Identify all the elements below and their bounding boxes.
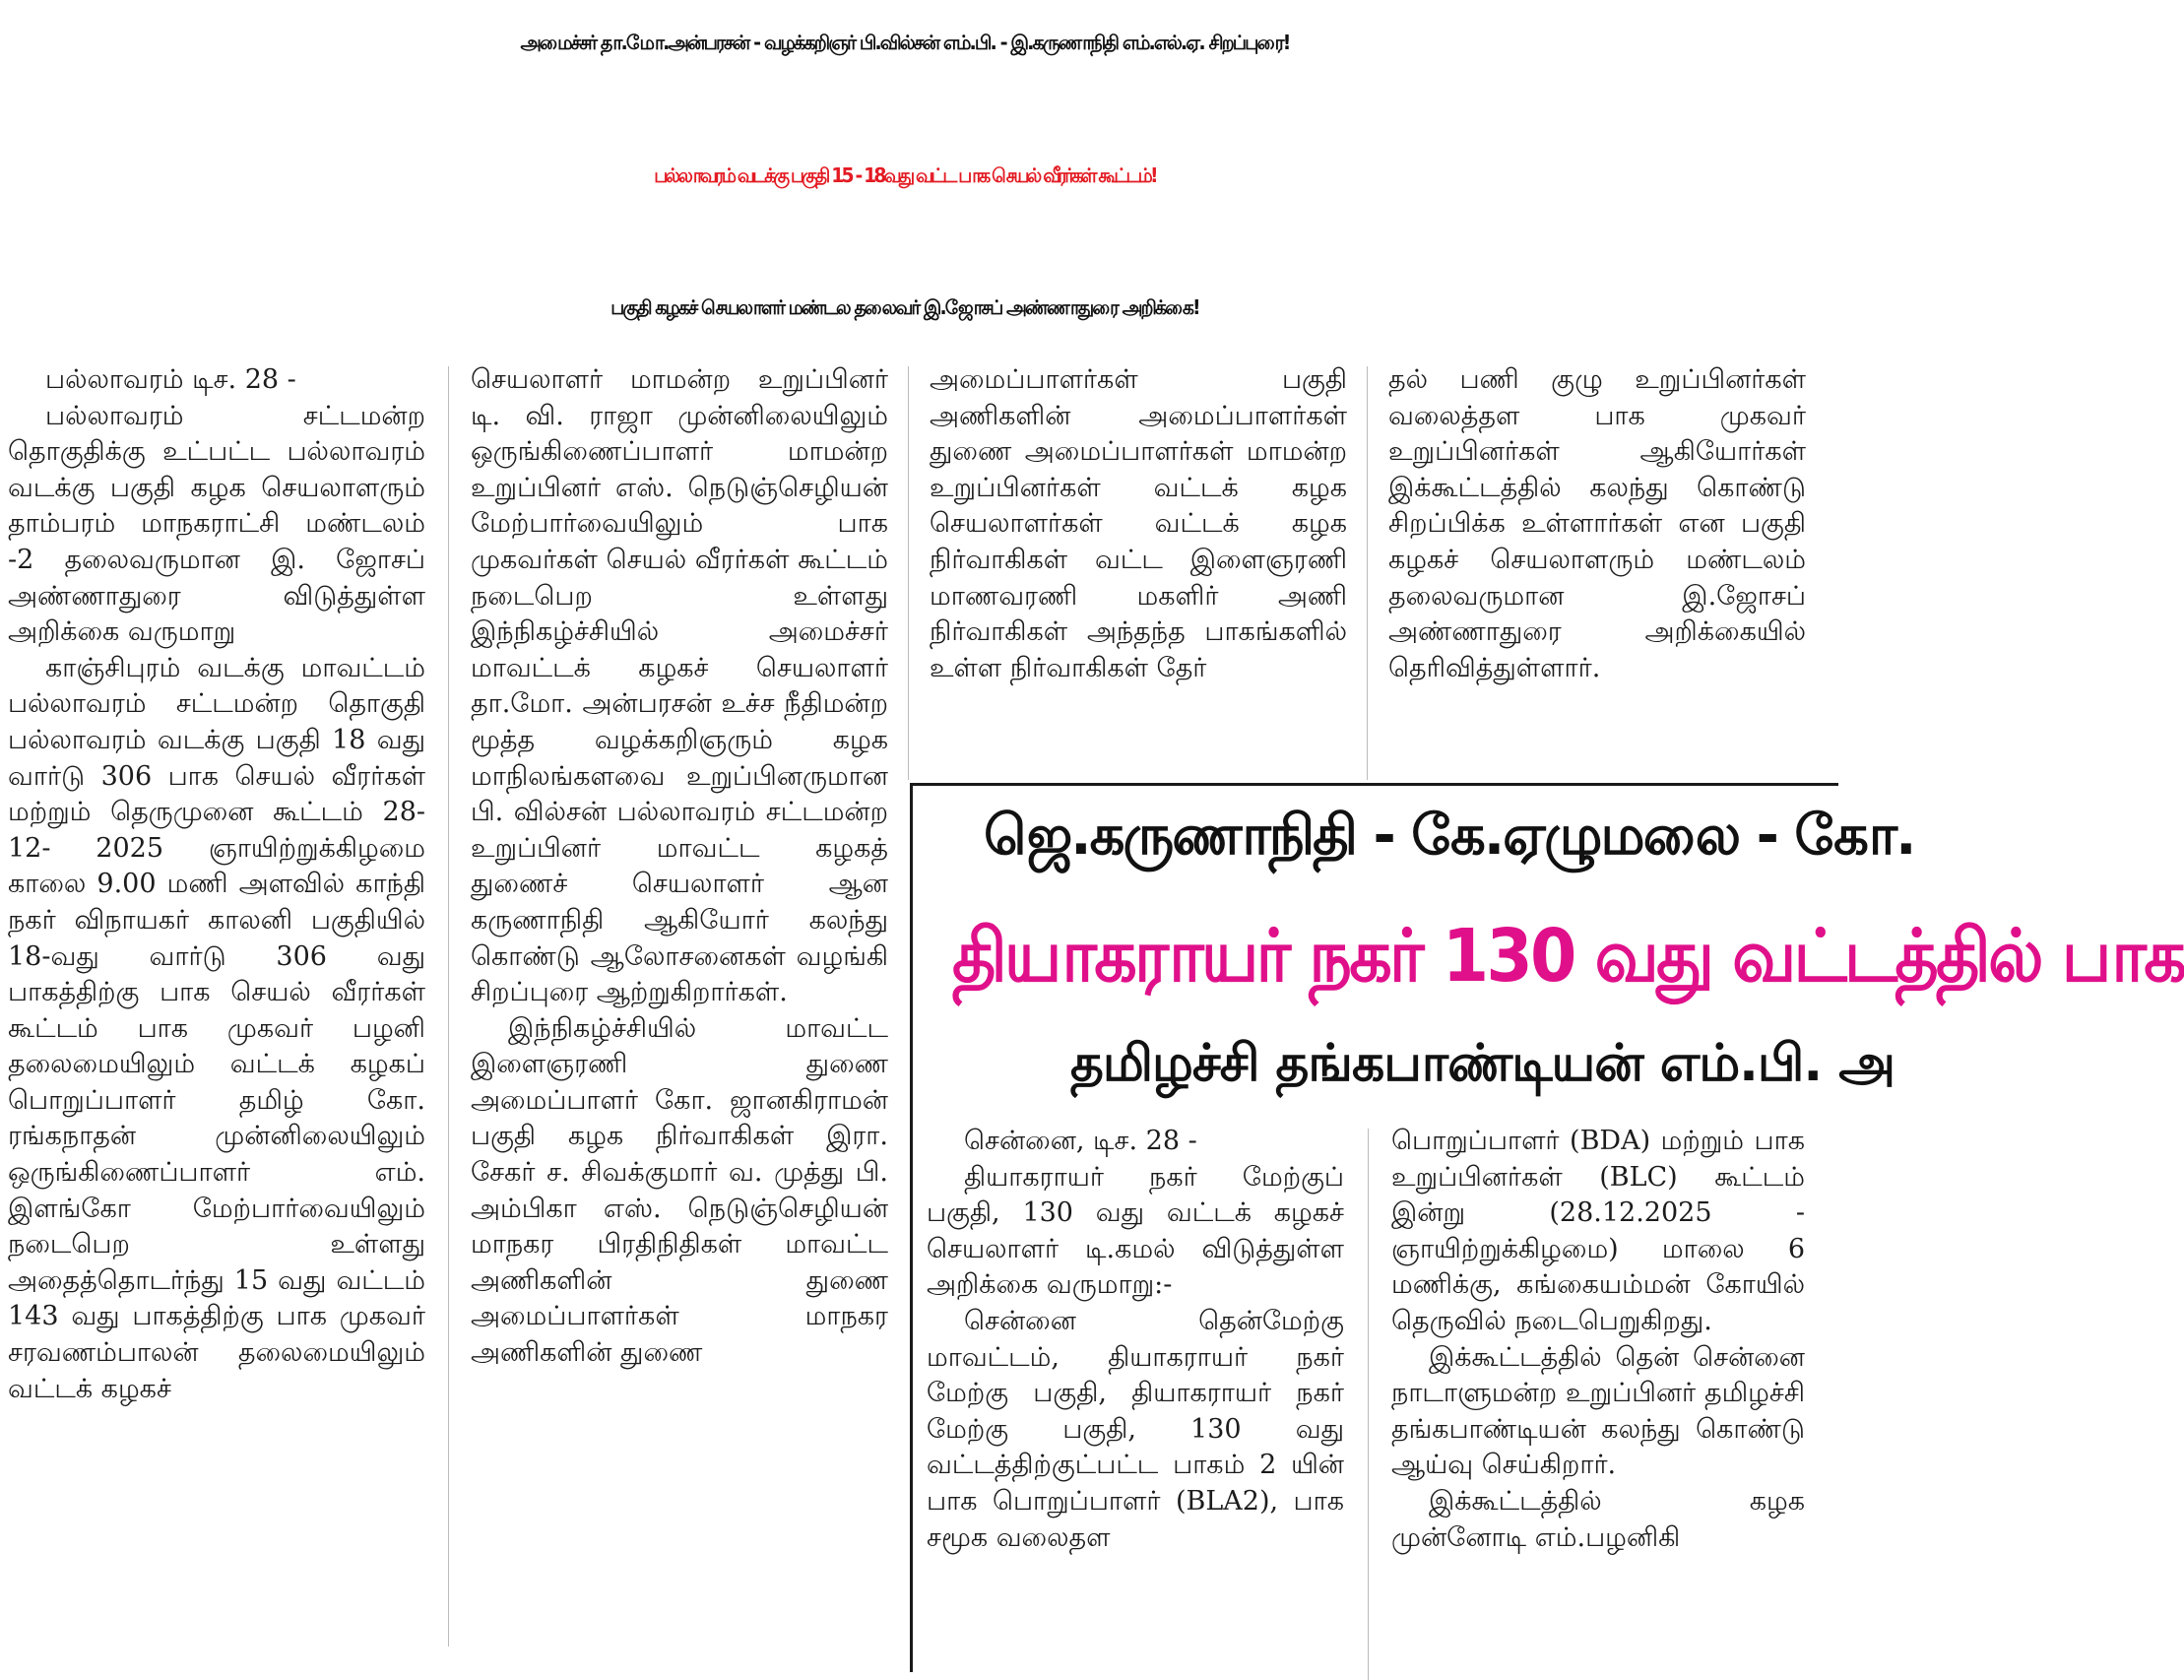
column-rule [908, 366, 909, 780]
column-rule [1368, 1129, 1369, 1680]
article2-sub-headline: தமிழச்சி தங்கபாண்டியன் எம்.பி. அ [1070, 1034, 1895, 1093]
article2-kicker-headline: ஜெ.கருணாநிதி - கே.ஏழுமலை - கோ. [984, 804, 1915, 868]
article-column-2 [471, 362, 888, 1656]
paragraph: இந்நிகழ்ச்சியில் மாவட்ட இளைஞரணி துணை அமைப்பாளர் கோ. ஜானகிராமன் பகுதி கழக நிர்வாகிகள் இரா. சேகர் ச. சிவக்குமார் வ. முத்து பி. அம்பிகா எஸ். நெடுஞ்செழியன் மாநகர பிரதிநிதிகள் மாவட்ட அணிகளின் துணை அமைப்பாளர்கள் மாநகர அணிகளின் துணை [471, 1012, 888, 1369]
column-rule [1367, 366, 1368, 780]
sub-headline: பகுதி கழகச் செயலாளர் மண்டல தலைவர் இ.ஜோசப் அண்ணாதுரை அறிக்கை! [610, 295, 1199, 319]
paragraph: அமைப்பாளர்கள் பகுதி அணிகளின் அமைப்பாளர்கள் துணை அமைப்பாளர்கள் மாமன்ற உறுப்பினர்கள் வட்டக் கழக செயலாளர்கள் வட்டக் கழக நிர்வாகிகள் வட்ட இளைஞரணி மாணவரணி மகளிர் அணி நிர்வாகிகள் அந்தந்த பாகங்களில் உள்ள நிர்வாகிகள் தேர் [930, 364, 1347, 683]
paragraph: தியாகராயர் நகர் மேற்குப் பகுதி, 130 வது வட்டக் கழகச் செயலாளர் டி.கமல் விடுத்துள்ள அறிக்கை வருமாறு:- [927, 1161, 1344, 1301]
article2-column-2 [1391, 1124, 1805, 1675]
column-rule [448, 366, 449, 1647]
paragraph: இக்கூட்டத்தில் கழக முன்னோடி எம்.பழனிகி [1391, 1485, 1805, 1553]
article-column-1 [8, 362, 425, 1656]
article-column-3 [930, 362, 1347, 796]
second-article-box [910, 783, 2184, 1672]
paragraph: இக்கூட்டத்தில் தென் சென்னை நாடாளுமன்ற உறுப்பினர் தமிழச்சி தங்கபாண்டியன் கலந்து கொண்டு ஆய்வு செய்கிறார். [1391, 1341, 1805, 1481]
paragraph: காஞ்சிபுரம் வடக்கு மாவட்டம் பல்லாவரம் சட்டமன்ற தொகுதி பல்லாவரம் வடக்கு பகுதி 18 வது வார்டு 306 பாக செயல் வீரர்கள் மற்றும் தெருமுனை கூட்டம் 28-12- 2025 ஞாயிற்றுக்கிழமை காலை 9.00 மணி அளவில் காந்தி நகர் விநாயகர் காலனி பகுதியில் 18-வது வார்டு 306 வது பாகத்திற்கு பாக செயல் வீரர்கள் கூட்டம் பாக முகவர் பழனி தலைமையிலும் வட்டக் கழகப் பொறுப்பாளர் தமிழ் கோ. ரங்கநாதன் முன்னிலையிலும் ஒருங்கிணைப்பாளர் எம். இளங்கோ மேற்பார்வையிலும் நடைபெற உள்ளது அதைத்தொடர்ந்து 15 வது வட்டம் 143 வது பாகத்திற்கு பாக முகவர் சரவணம்பாலன் தலைமையிலும் வட்டக் கழகச் [8, 652, 425, 1404]
paragraph: தல் பணி குழு உறுப்பினர்கள் வலைத்தள பாக முகவர் உறுப்பினர்கள் ஆகியோர்கள் இக்கூட்டத்தில் கலந்து கொண்டு சிறப்பிக்க உள்ளார்கள் என பகுதி கழகச் செயலாளரும் மண்டலம் தலைவருமான இ.ஜோசப் அண்ணாதுரை அறிக்கையில் தெரிவித்துள்ளார். [1388, 364, 1806, 683]
article2-column-1 [927, 1124, 1344, 1675]
dateline: சென்னை, டிச. 28 - [964, 1126, 1197, 1156]
dateline: பல்லாவரம் டிச. 28 - [45, 364, 296, 395]
kicker-headline: அமைச்சர் தா.மோ.அன்பரசன் - வழக்கறிஞர் பி.வில்சன் எம்.பி. - இ.கருணாநிதி எம்.எல்.ஏ. சிறப்புரை! [520, 31, 1290, 54]
paragraph: செயலாளர் மாமன்ற உறுப்பினர் டி. வி. ராஜா முன்னிலையிலும் ஒருங்கிணைப்பாளர் மாமன்ற உறுப்பினர் எஸ். நெடுஞ்செழியன் மேற்பார்வையிலும் பாக முகவர்கள் செயல் வீரர்கள் கூட்டம் நடைபெற உள்ளது இந்நிகழ்ச்சியில் அமைச்சர் மாவட்டக் கழகச் செயலாளர் தா.மோ. அன்பரசன் உச்ச நீதிமன்ற மூத்த வழக்கறிஞரும் கழக மாநிலங்களவை உறுப்பினருமான பி. வில்சன் பல்லாவரம் சட்டமன்ற உறுப்பினர் மாவட்ட கழகத் துணைச் செயலாளர் ஆன கருணாநிதி ஆகியோர் கலந்து கொண்டு ஆலோசனைகள் வழங்கி சிறப்புரை ஆற்றுகிறார்கள். [471, 364, 888, 1008]
paragraph: பல்லாவரம் சட்டமன்ற தொகுதிக்கு உட்பட்ட பல்லாவரம் வடக்கு பகுதி கழக செயலாளரும் தாம்பரம் மாநகராட்சி மண்டலம் -2 தலைவருமான இ. ஜோசப் அண்ணாதுரை விடுத்துள்ள அறிக்கை வருமாறு [8, 400, 425, 648]
main-headline: பல்லாவரம் வடக்கு பகுதி 15 - 18வது வட்ட பாக செயல் வீரர்கள் கூட்டம்! [654, 163, 1156, 187]
article2-main-headline: தியாகராயர் நகர் 130 வது வட்டத்தில் பாக [952, 914, 2184, 999]
article-column-4 [1388, 362, 1806, 796]
paragraph: சென்னை தென்மேற்கு மாவட்டம், தியாகராயர் நகர் மேற்கு பகுதி, தியாகராயர் நகர் மேற்கு பகுதி, 130 வது வட்டத்திற்குட்பட்ட பாகம் 2 யின் பாக பொறுப்பாளர் (BLA2), பாக சமூக வலைதள [927, 1305, 1344, 1553]
paragraph: பொறுப்பாளர் (BDA) மற்றும் பாக உறுப்பினர்கள் (BLC) கூட்டம் இன்று (28.12.2025 - ஞாயிற்றுக்கிழமை) மாலை 6 மணிக்கு, கங்கையம்மன் கோயில் தெருவில் நடைபெறுகிறது. [1391, 1126, 1805, 1336]
